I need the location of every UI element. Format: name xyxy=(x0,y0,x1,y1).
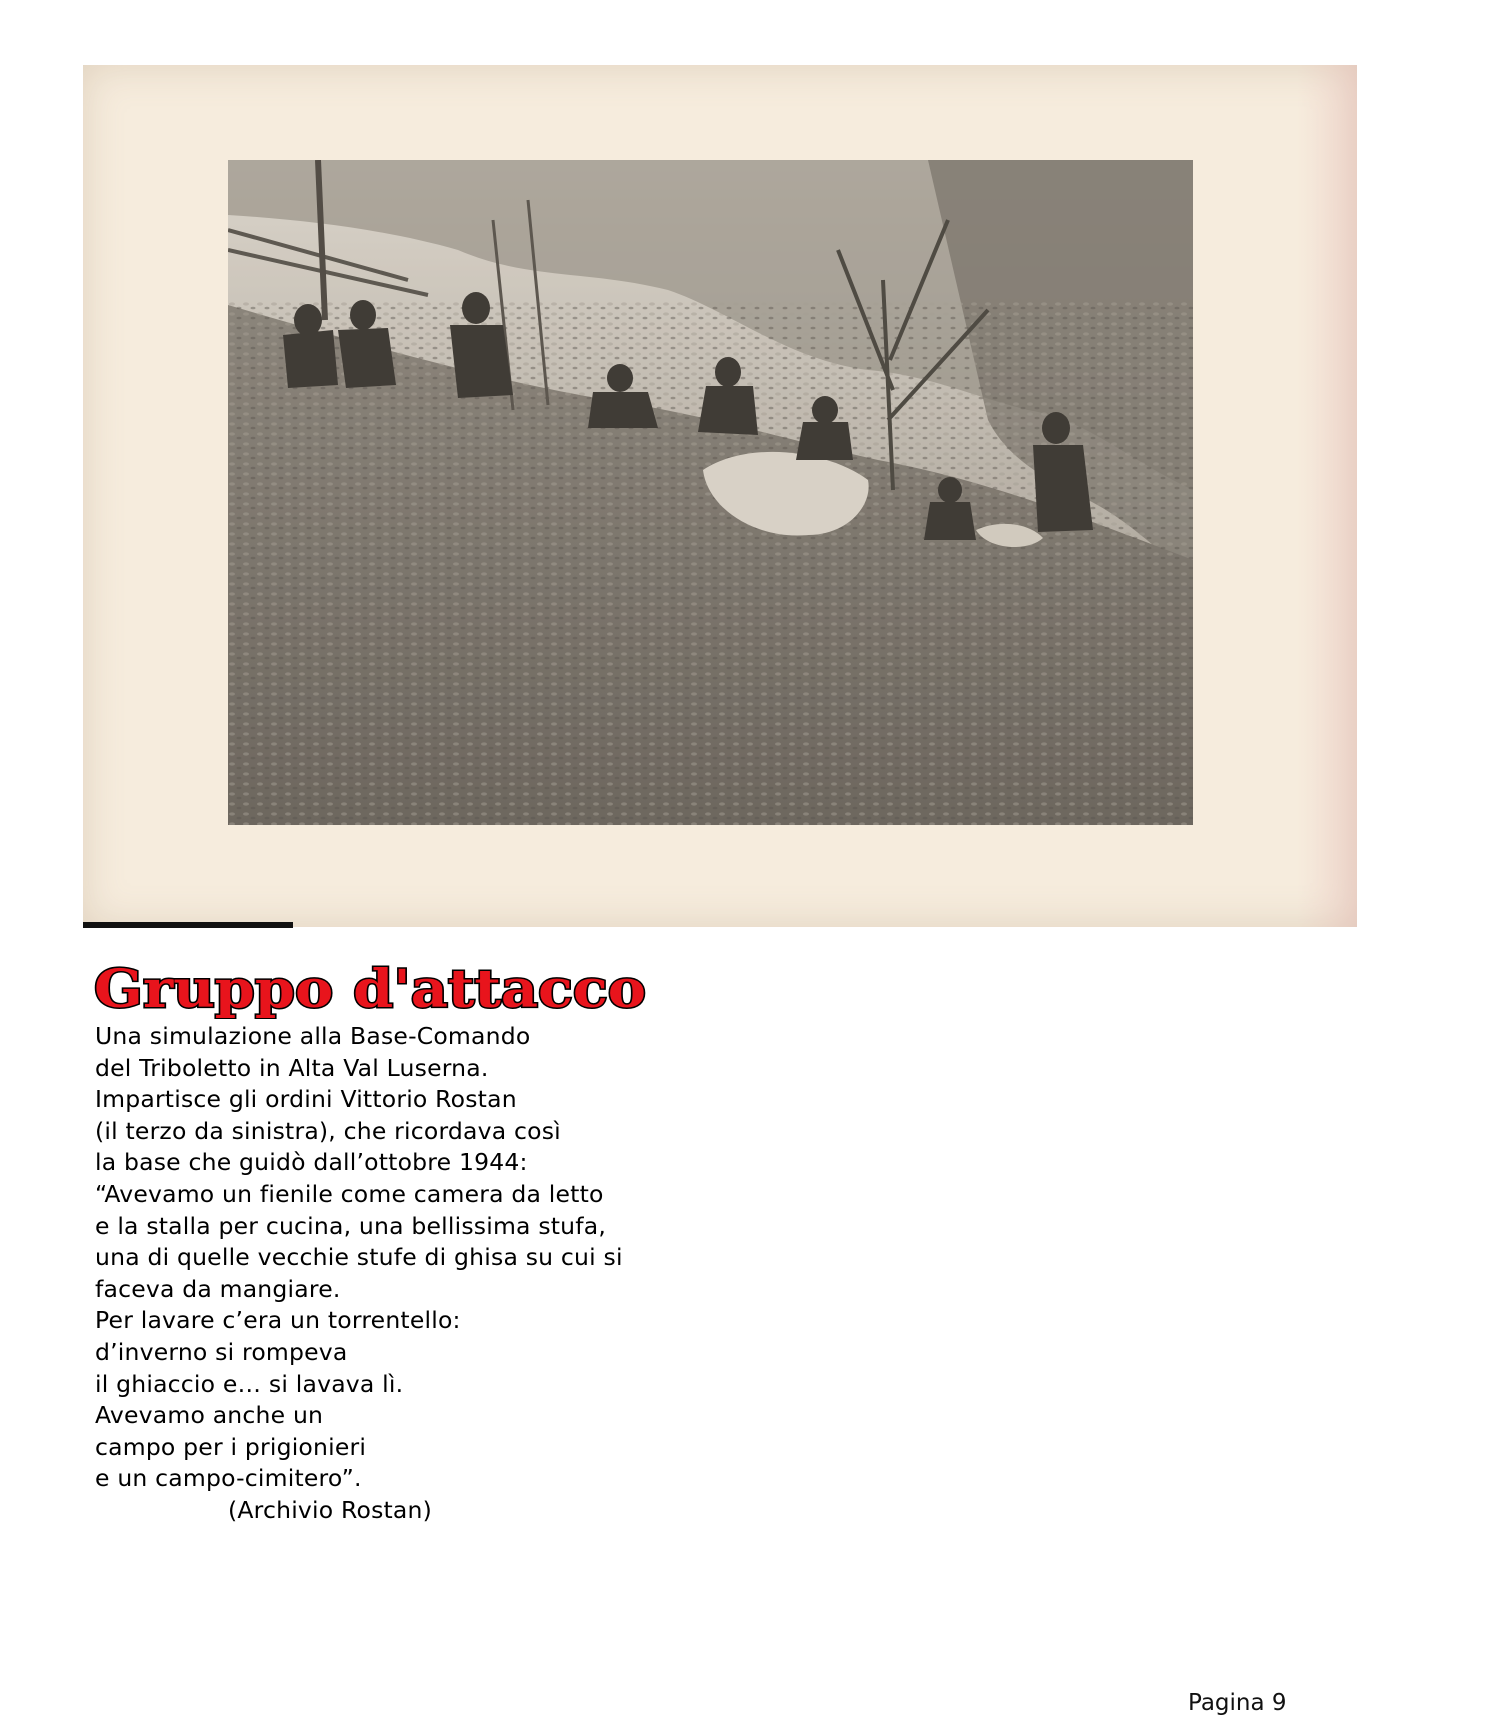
caption-line: d’inverno si rompeva xyxy=(95,1337,348,1366)
caption-line: Impartisce gli ordini Vittorio Rostan xyxy=(95,1085,517,1114)
caption-line: e la stalla per cucina, una bellissima stufa, xyxy=(95,1211,607,1240)
title-graphic xyxy=(88,955,656,1019)
caption-line: la base che guidò dall’ottobre 1944: xyxy=(95,1148,528,1177)
photo-card xyxy=(83,65,1357,927)
photo-caption xyxy=(95,1021,795,1527)
caption-line: faceva da mangiare. xyxy=(95,1274,341,1303)
archival-photograph xyxy=(228,160,1193,825)
photograph-icon xyxy=(228,160,1193,825)
page-number: Pagina 9 xyxy=(1188,1690,1287,1716)
caption-line: una di quelle vecchie stufe di ghisa su cui si xyxy=(95,1243,623,1272)
caption-line: “Avevamo un fienile come camera da letto xyxy=(95,1179,604,1208)
photo-credit: (Archivio Rostan) xyxy=(228,1495,432,1524)
title-banner xyxy=(88,955,656,1019)
caption-line: Avevamo anche un xyxy=(95,1401,324,1430)
caption-line: e un campo-cimitero”. xyxy=(95,1464,362,1493)
caption-line: il ghiaccio e… si lavava lì. xyxy=(95,1369,404,1398)
caption-line: Per lavare c’era un torrentello: xyxy=(95,1306,461,1335)
caption-line: campo per i prigionieri xyxy=(95,1432,367,1461)
title-text: Gruppo d'attacco xyxy=(94,959,646,1019)
photo-card-shadow xyxy=(83,922,293,928)
caption-line: del Triboletto in Alta Val Luserna. xyxy=(95,1053,489,1082)
caption-line: Una simulazione alla Base-Comando xyxy=(95,1022,531,1050)
caption-line: (il terzo da sinistra), che ricordava così xyxy=(95,1116,561,1145)
